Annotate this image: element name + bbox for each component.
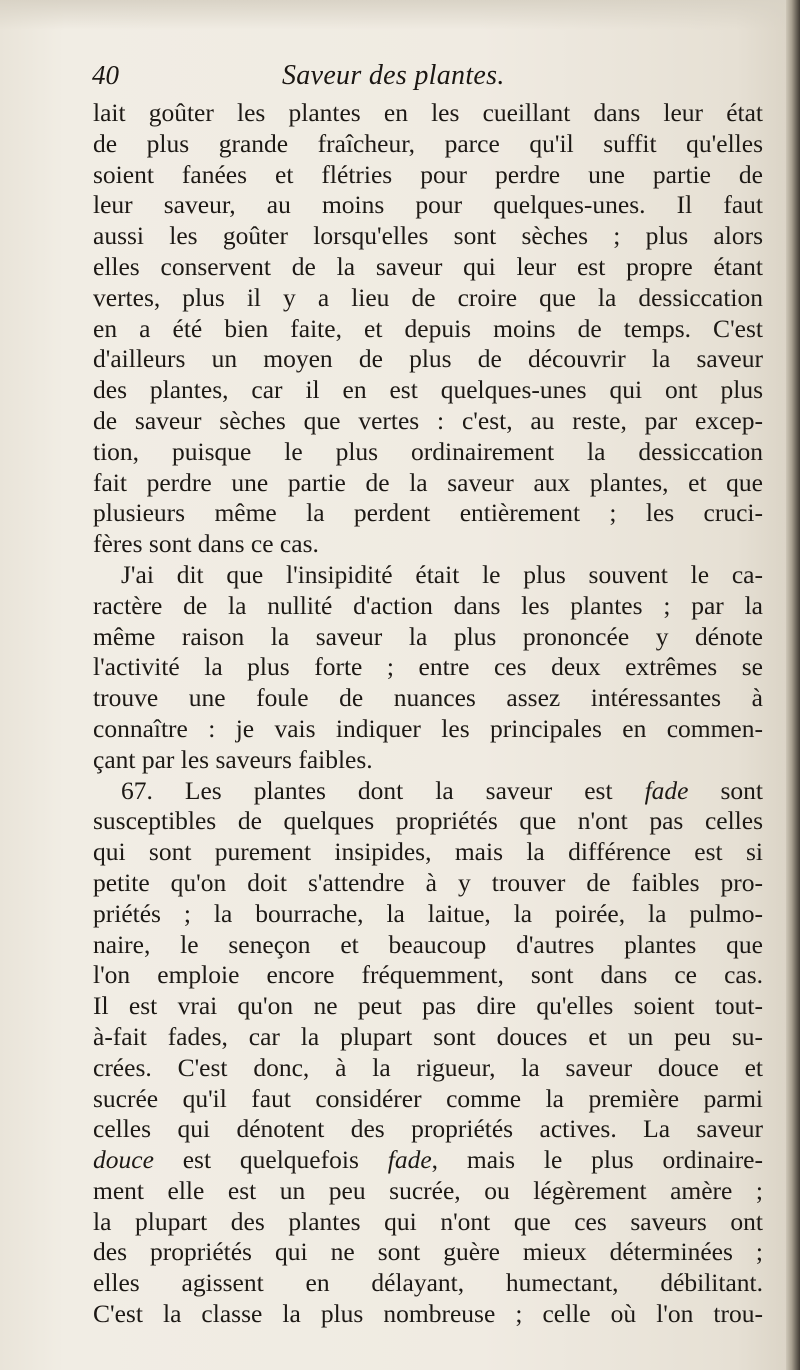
text-line: fait perdre une partie de la saveur aux plantes, et que [93,467,763,497]
text-run: 67. Les plantes dont la saveur est [121,775,645,805]
text-line: C'est la classe la plus nombreuse ; celle où l'on trou- [93,1299,763,1329]
text-run: , mais le plus ordinaire- [431,1145,763,1175]
text-line: çant par les saveurs faibles. [93,744,373,774]
page-top-shadow [0,0,800,30]
text-line: connaître : je vais indiquer les principales en commen- [93,713,763,743]
paragraph-start-line: J'ai dit que l'insipidité était le plus souvent le ca- [121,559,763,589]
text-run: est quelquefois [153,1145,388,1175]
text-line: l'on emploie encore fréquemment, sont dans ce cas. [93,960,763,990]
text-line: elles agissent en délayant, humectant, débilitant. [93,1268,763,1298]
running-title: Saveur des plantes. [282,60,505,91]
text-line: leur saveur, au moins pour quelques-unes. Il faut [93,190,763,220]
text-line: la plupart des plantes qui n'ont que ces saveurs ont [93,1206,763,1236]
page-number: 40 [92,60,119,90]
text-line: de plus grande fraîcheur, parce qu'il suffit qu'elles [93,128,763,158]
text-line: Il est vrai qu'on ne peut pas dire qu'elles soient tout- [93,991,763,1021]
body-text [93,98,763,1330]
text-line: crées. C'est donc, à la rigueur, la saveur douce et [93,1052,763,1082]
text-line: des propriétés qui ne sont guère mieux déterminées ; [93,1237,763,1267]
douce-line [93,1145,763,1176]
text-line: trouve une foule de nuances assez intéressantes à [93,683,763,713]
text-line: qui sont purement insipides, mais la différence est si [93,837,763,867]
text-line: ment elle est un peu sucrée, ou légèrement amère ; [93,1175,763,1205]
emphasis-fade: fade [644,775,689,805]
emphasis-douce: douce [93,1145,154,1175]
page-binding-edge [786,0,800,1370]
text-run: sont [688,775,763,805]
emphasis-fade: fade [387,1145,432,1175]
text-line: d'ailleurs un moyen de plus de découvrir la saveur [93,344,763,374]
text-line: priétés ; la bourrache, la laitue, la poirée, la pulmo- [93,898,763,928]
text-line: celles qui dénotent des propriétés actives. La saveur [93,1114,763,1144]
section-67-line [93,776,763,807]
text-line: susceptibles de quelques propriétés que n'ont pas celles [93,806,763,836]
text-line: même raison la saveur la plus prononcée y dénote [93,621,763,651]
text-line: l'activité la plus forte ; entre ces deux extrêmes se [93,652,763,682]
text-line: ractère de la nullité d'action dans les plantes ; par la [93,590,763,620]
text-line: sucrée qu'il faut considérer comme la première parmi [93,1083,763,1113]
page-header [92,60,762,100]
text-line: à-fait fades, car la plupart sont douces et un peu su- [93,1021,763,1051]
text-line: en a été bien faite, et depuis moins de temps. C'est [93,313,763,343]
text-line: soient fanées et flétries pour perdre une partie de [93,159,763,189]
text-line: naire, le seneçon et beaucoup d'autres plantes que [93,929,763,959]
text-line: tion, puisque le plus ordinairement la dessiccation [93,436,763,466]
text-line: plusieurs même la perdent entièrement ; les cruci- [93,498,763,528]
text-line: vertes, plus il y a lieu de croire que la dessiccation [93,282,763,312]
text-line: elles conservent de la saveur qui leur est propre étant [93,251,763,281]
text-line: de saveur sèches que vertes : c'est, au reste, par excep- [93,405,763,435]
text-line: des plantes, car il en est quelques-unes qui ont plus [93,375,763,405]
text-line: fères sont dans ce cas. [93,529,319,559]
text-line: aussi les goûter lorsqu'elles sont sèches ; plus alors [93,221,763,251]
text-line: lait goûter les plantes en les cueillant dans leur état [93,98,763,127]
text-line: petite qu'on doit s'attendre à y trouver de faibles pro- [93,867,763,897]
